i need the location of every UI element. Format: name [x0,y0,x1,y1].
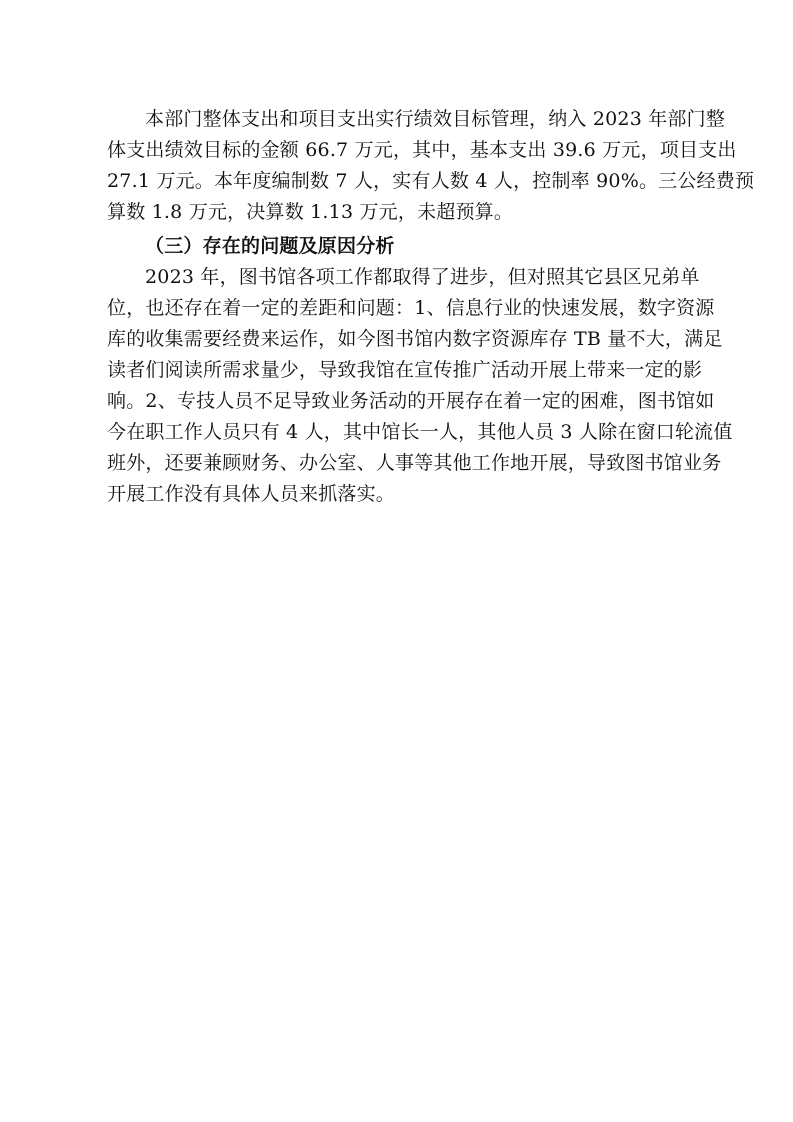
section-heading: （三）存在的问题及原因分析 [145,235,395,257]
paragraph-line: 读者们阅读所需求量少，导致我馆在宣传推广活动开展上带来一定的影 [107,359,703,381]
paragraph-problems-analysis [107,262,733,510]
paragraph-line: 位，也还存在着一定的差距和问题：1、信息行业的快速发展，数字资源 [107,297,715,319]
paragraph-line: 今在职工作人员只有 4 人，其中馆长一人，其他人员 3 人除在窗口轮流值 [107,421,733,443]
paragraph-line: 库的收集需要经费来运作，如今图书馆内数字资源库存 TB 量不大，满足 [107,328,723,350]
paragraph-line: 响。2、专技人员不足导致业务活动的开展存在着一定的困难，图书馆如 [107,390,715,412]
paragraph-line: 算数 1.8 万元，决算数 1.13 万元，未超预算。 [107,201,514,223]
paragraph-line: 27.1 万元。本年度编制数 7 人，实有人数 4 人，控制率 90%。三公经费预 [107,170,755,192]
document-body [107,104,755,510]
paragraph-performance-targets [107,104,755,228]
paragraph-line: 开展工作没有具体人员来抓落实。 [107,483,396,505]
paragraph-line: 本部门整体支出和项目支出实行绩效目标管理，纳入 2023 年部门整 [145,108,726,130]
paragraph-line: 2023 年，图书馆各项工作都取得了进步，但对照其它县区兄弟单 [145,266,700,288]
paragraph-line: 体支出绩效目标的金额 66.7 万元，其中，基本支出 39.6 万元，项目支出 [107,139,737,161]
paragraph-line: 班外，还要兼顾财务、办公室、人事等其他工作地开展，导致图书馆业务 [107,452,722,474]
